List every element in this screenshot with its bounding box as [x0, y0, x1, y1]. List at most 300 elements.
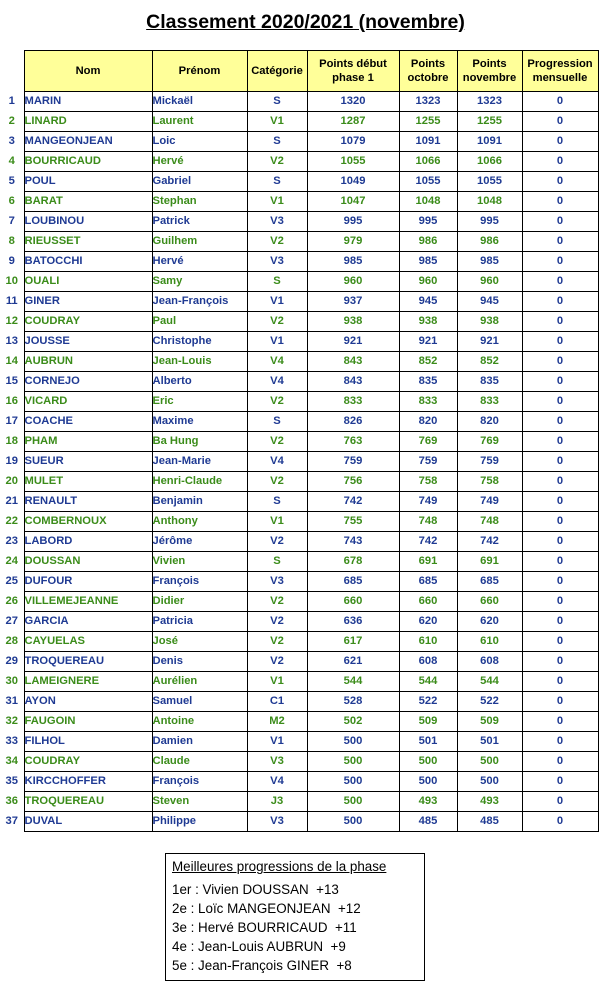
table-row — [0, 432, 598, 452]
categorie-cell: V4 — [247, 372, 307, 392]
table-row — [0, 452, 598, 472]
points-debut-cell: 502 — [307, 712, 399, 732]
rank-cell: 31 — [5, 695, 18, 707]
points-novembre-cell: 835 — [457, 372, 522, 392]
points-novembre-cell: 985 — [457, 252, 522, 272]
progression-cell: 0 — [522, 432, 598, 452]
rank-cell: 32 — [5, 715, 18, 727]
table-row — [0, 792, 598, 812]
progression-cell: 0 — [522, 112, 598, 132]
points-debut-cell: 985 — [307, 252, 399, 272]
points-octobre-cell: 485 — [399, 812, 457, 832]
nom-cell: LINARD — [24, 112, 152, 132]
categorie-cell: S — [247, 172, 307, 192]
progression-cell: 0 — [522, 592, 598, 612]
categorie-cell: V2 — [247, 612, 307, 632]
table-row — [0, 592, 598, 612]
table-row — [0, 232, 598, 252]
table-row — [0, 392, 598, 412]
points-debut-cell: 528 — [307, 692, 399, 712]
header-points-novembre: Points novembre — [457, 51, 522, 92]
progression-cell: 0 — [522, 152, 598, 172]
progression-cell: 0 — [522, 792, 598, 812]
best-progressions-box — [165, 853, 425, 981]
points-octobre-cell: 610 — [399, 632, 457, 652]
table-row — [0, 152, 598, 172]
table-header-row — [0, 51, 598, 92]
progression-cell: 0 — [522, 512, 598, 532]
points-octobre-cell: 921 — [399, 332, 457, 352]
points-debut-cell: 636 — [307, 612, 399, 632]
points-octobre-cell: 758 — [399, 472, 457, 492]
categorie-cell: V3 — [247, 572, 307, 592]
points-novembre-cell: 1091 — [457, 132, 522, 152]
rank-cell: 13 — [5, 335, 18, 347]
nom-cell: DUVAL — [24, 812, 152, 832]
points-debut-cell: 759 — [307, 452, 399, 472]
categorie-cell: V3 — [247, 212, 307, 232]
table-row — [0, 812, 598, 832]
categorie-cell: V2 — [247, 232, 307, 252]
rank-cell: 4 — [8, 155, 15, 167]
points-novembre-cell: 608 — [457, 652, 522, 672]
points-novembre-cell: 758 — [457, 472, 522, 492]
points-debut-cell: 500 — [307, 792, 399, 812]
points-debut-cell: 843 — [307, 372, 399, 392]
rank-cell: 27 — [5, 615, 18, 627]
points-novembre-cell: 1323 — [457, 92, 522, 112]
categorie-cell: V2 — [247, 152, 307, 172]
table-row — [0, 772, 598, 792]
rank-cell: 10 — [5, 275, 18, 287]
header-points-debut: Points début phase 1 — [307, 51, 399, 92]
nom-cell: BOURRICAUD — [24, 152, 152, 172]
progression-cell: 0 — [522, 552, 598, 572]
points-novembre-cell: 493 — [457, 792, 522, 812]
nom-cell: COMBERNOUX — [24, 512, 152, 532]
progression-cell: 0 — [522, 812, 598, 832]
prenom-cell: Philippe — [152, 812, 247, 832]
prenom-cell: Maxime — [152, 412, 247, 432]
best-progressions-title: Meilleures progressions de la phase — [172, 859, 387, 874]
table-row — [0, 352, 598, 372]
prenom-cell: Claude — [152, 752, 247, 772]
prenom-cell: Aurélien — [152, 672, 247, 692]
points-debut-cell: 1055 — [307, 152, 399, 172]
rank-cell: 17 — [5, 415, 18, 427]
points-novembre-cell: 945 — [457, 292, 522, 312]
points-debut-cell: 660 — [307, 592, 399, 612]
prenom-cell: José — [152, 632, 247, 652]
nom-cell: TROQUEREAU — [24, 652, 152, 672]
prenom-cell: Ba Hung — [152, 432, 247, 452]
points-novembre-cell: 544 — [457, 672, 522, 692]
points-octobre-cell: 544 — [399, 672, 457, 692]
points-debut-cell: 1287 — [307, 112, 399, 132]
prenom-cell: Hervé — [152, 252, 247, 272]
prenom-cell: Denis — [152, 652, 247, 672]
points-novembre-cell: 921 — [457, 332, 522, 352]
points-octobre-cell: 742 — [399, 532, 457, 552]
points-octobre-cell: 986 — [399, 232, 457, 252]
points-octobre-cell: 985 — [399, 252, 457, 272]
categorie-cell: V1 — [247, 732, 307, 752]
prenom-cell: Patricia — [152, 612, 247, 632]
points-novembre-cell: 960 — [457, 272, 522, 292]
categorie-cell: S — [247, 492, 307, 512]
points-debut-cell: 826 — [307, 412, 399, 432]
points-octobre-cell: 960 — [399, 272, 457, 292]
points-octobre-cell: 945 — [399, 292, 457, 312]
nom-cell: LAMEIGNERE — [24, 672, 152, 692]
rank-cell: 11 — [5, 295, 18, 307]
nom-cell: POUL — [24, 172, 152, 192]
points-octobre-cell: 835 — [399, 372, 457, 392]
nom-cell: CAYUELAS — [24, 632, 152, 652]
page-title: Classement 2020/2021 (novembre) — [146, 11, 465, 33]
table-row — [0, 612, 598, 632]
rank-cell: 30 — [5, 675, 18, 687]
best-line-3: 3e : Hervé BOURRICAUD +11 — [172, 920, 357, 935]
categorie-cell: V2 — [247, 432, 307, 452]
rank-cell: 21 — [5, 495, 18, 507]
rank-cell: 23 — [5, 535, 18, 547]
rank-cell: 26 — [5, 595, 18, 607]
rank-cell: 22 — [5, 515, 18, 527]
ranking-table — [0, 50, 599, 832]
nom-cell: GINER — [24, 292, 152, 312]
points-octobre-cell: 759 — [399, 452, 457, 472]
table-row — [0, 92, 598, 112]
rank-cell: 20 — [5, 475, 18, 487]
points-octobre-cell: 1048 — [399, 192, 457, 212]
prenom-cell: François — [152, 572, 247, 592]
categorie-cell: S — [247, 272, 307, 292]
nom-cell: BARAT — [24, 192, 152, 212]
progression-cell: 0 — [522, 372, 598, 392]
points-debut-cell: 843 — [307, 352, 399, 372]
points-debut-cell: 1049 — [307, 172, 399, 192]
table-row — [0, 172, 598, 192]
points-novembre-cell: 522 — [457, 692, 522, 712]
points-debut-cell: 617 — [307, 632, 399, 652]
nom-cell: RENAULT — [24, 492, 152, 512]
progression-cell: 0 — [522, 692, 598, 712]
table-row — [0, 732, 598, 752]
nom-cell: MANGEONJEAN — [24, 132, 152, 152]
nom-cell: FAUGOIN — [24, 712, 152, 732]
points-octobre-cell: 500 — [399, 772, 457, 792]
table-row — [0, 552, 598, 572]
header-categorie: Catégorie — [247, 51, 307, 92]
points-octobre-cell: 749 — [399, 492, 457, 512]
categorie-cell: S — [247, 412, 307, 432]
points-novembre-cell: 748 — [457, 512, 522, 532]
points-octobre-cell: 833 — [399, 392, 457, 412]
nom-cell: LOUBINOU — [24, 212, 152, 232]
points-debut-cell: 678 — [307, 552, 399, 572]
points-octobre-cell: 938 — [399, 312, 457, 332]
prenom-cell: Samy — [152, 272, 247, 292]
nom-cell: OUALI — [24, 272, 152, 292]
points-novembre-cell: 769 — [457, 432, 522, 452]
progression-cell: 0 — [522, 272, 598, 292]
categorie-cell: S — [247, 132, 307, 152]
table-row — [0, 252, 598, 272]
prenom-cell: Antoine — [152, 712, 247, 732]
table-row — [0, 532, 598, 552]
prenom-cell: Eric — [152, 392, 247, 412]
rank-cell: 37 — [5, 815, 18, 827]
points-novembre-cell: 485 — [457, 812, 522, 832]
points-novembre-cell: 1055 — [457, 172, 522, 192]
progression-cell: 0 — [522, 772, 598, 792]
table-row — [0, 412, 598, 432]
points-octobre-cell: 509 — [399, 712, 457, 732]
points-novembre-cell: 820 — [457, 412, 522, 432]
categorie-cell: V1 — [247, 512, 307, 532]
table-row — [0, 712, 598, 732]
points-debut-cell: 763 — [307, 432, 399, 452]
nom-cell: DUFOUR — [24, 572, 152, 592]
progression-cell: 0 — [522, 732, 598, 752]
prenom-cell: Laurent — [152, 112, 247, 132]
points-debut-cell: 937 — [307, 292, 399, 312]
prenom-cell: Damien — [152, 732, 247, 752]
points-debut-cell: 544 — [307, 672, 399, 692]
rank-cell: 18 — [5, 435, 18, 447]
rank-cell: 33 — [5, 735, 18, 747]
progression-cell: 0 — [522, 212, 598, 232]
categorie-cell: S — [247, 92, 307, 112]
categorie-cell: V2 — [247, 652, 307, 672]
points-octobre-cell: 1091 — [399, 132, 457, 152]
points-novembre-cell: 1066 — [457, 152, 522, 172]
categorie-cell: V4 — [247, 772, 307, 792]
table-row — [0, 512, 598, 532]
nom-cell: SUEUR — [24, 452, 152, 472]
points-debut-cell: 995 — [307, 212, 399, 232]
points-novembre-cell: 501 — [457, 732, 522, 752]
points-octobre-cell: 500 — [399, 752, 457, 772]
points-debut-cell: 743 — [307, 532, 399, 552]
rank-cell: 5 — [8, 175, 15, 187]
table-row — [0, 652, 598, 672]
points-novembre-cell: 620 — [457, 612, 522, 632]
progression-cell: 0 — [522, 672, 598, 692]
table-row — [0, 492, 598, 512]
table-row — [0, 132, 598, 152]
points-octobre-cell: 620 — [399, 612, 457, 632]
categorie-cell: S — [247, 552, 307, 572]
prenom-cell: Didier — [152, 592, 247, 612]
categorie-cell: V1 — [247, 672, 307, 692]
categorie-cell: V3 — [247, 252, 307, 272]
prenom-cell: Anthony — [152, 512, 247, 532]
header-points-octobre: Points octobre — [399, 51, 457, 92]
prenom-cell: Steven — [152, 792, 247, 812]
table-row — [0, 472, 598, 492]
rank-cell: 3 — [8, 135, 15, 147]
points-novembre-cell: 509 — [457, 712, 522, 732]
progression-cell: 0 — [522, 392, 598, 412]
categorie-cell: V3 — [247, 752, 307, 772]
points-debut-cell: 960 — [307, 272, 399, 292]
best-line-2: 2e : Loïc MANGEONJEAN +12 — [172, 901, 361, 916]
nom-cell: GARCIA — [24, 612, 152, 632]
prenom-cell: Hervé — [152, 152, 247, 172]
progression-cell: 0 — [522, 752, 598, 772]
rank-cell: 19 — [5, 455, 18, 467]
points-octobre-cell: 660 — [399, 592, 457, 612]
progression-cell: 0 — [522, 492, 598, 512]
categorie-cell: C1 — [247, 692, 307, 712]
prenom-cell: Jean-François — [152, 292, 247, 312]
points-novembre-cell: 610 — [457, 632, 522, 652]
points-novembre-cell: 852 — [457, 352, 522, 372]
points-novembre-cell: 986 — [457, 232, 522, 252]
rank-cell: 9 — [8, 255, 15, 267]
prenom-cell: Samuel — [152, 692, 247, 712]
points-novembre-cell: 749 — [457, 492, 522, 512]
prenom-cell: Jean-Marie — [152, 452, 247, 472]
progression-cell: 0 — [522, 572, 598, 592]
points-debut-cell: 500 — [307, 812, 399, 832]
points-octobre-cell: 608 — [399, 652, 457, 672]
points-novembre-cell: 500 — [457, 772, 522, 792]
best-line-4: 4e : Jean-Louis AUBRUN +9 — [172, 939, 346, 954]
nom-cell: VILLEMEJEANNE — [24, 592, 152, 612]
prenom-cell: Guilhem — [152, 232, 247, 252]
rank-cell: 29 — [5, 655, 18, 667]
points-octobre-cell: 1323 — [399, 92, 457, 112]
points-novembre-cell: 691 — [457, 552, 522, 572]
nom-cell: COUDRAY — [24, 312, 152, 332]
categorie-cell: V4 — [247, 352, 307, 372]
nom-cell: FILHOL — [24, 732, 152, 752]
points-novembre-cell: 742 — [457, 532, 522, 552]
rank-cell: 14 — [5, 355, 18, 367]
header-progression: Progression mensuelle — [522, 51, 598, 92]
table-row — [0, 692, 598, 712]
progression-cell: 0 — [522, 312, 598, 332]
nom-cell: COACHE — [24, 412, 152, 432]
progression-cell: 0 — [522, 132, 598, 152]
prenom-cell: Loic — [152, 132, 247, 152]
categorie-cell: V1 — [247, 332, 307, 352]
points-novembre-cell: 759 — [457, 452, 522, 472]
nom-cell: MULET — [24, 472, 152, 492]
rank-cell: 15 — [5, 375, 18, 387]
points-octobre-cell: 522 — [399, 692, 457, 712]
progression-cell: 0 — [522, 532, 598, 552]
rank-header — [0, 51, 24, 92]
progression-cell: 0 — [522, 632, 598, 652]
table-row — [0, 112, 598, 132]
table-row — [0, 672, 598, 692]
nom-cell: CORNEJO — [24, 372, 152, 392]
prenom-cell: Jérôme — [152, 532, 247, 552]
progression-cell: 0 — [522, 332, 598, 352]
progression-cell: 0 — [522, 352, 598, 372]
best-line-1: 1er : Vivien DOUSSAN +13 — [172, 882, 339, 897]
points-novembre-cell: 833 — [457, 392, 522, 412]
points-octobre-cell: 995 — [399, 212, 457, 232]
rank-cell: 25 — [5, 575, 18, 587]
prenom-cell: Christophe — [152, 332, 247, 352]
points-octobre-cell: 820 — [399, 412, 457, 432]
points-debut-cell: 742 — [307, 492, 399, 512]
prenom-cell: Jean-Louis — [152, 352, 247, 372]
prenom-cell: Mickaël — [152, 92, 247, 112]
categorie-cell: V1 — [247, 292, 307, 312]
rank-cell: 28 — [5, 635, 18, 647]
points-debut-cell: 621 — [307, 652, 399, 672]
progression-cell: 0 — [522, 652, 598, 672]
rank-cell: 7 — [8, 215, 15, 227]
table-row — [0, 272, 598, 292]
categorie-cell: M2 — [247, 712, 307, 732]
table-row — [0, 312, 598, 332]
points-debut-cell: 500 — [307, 752, 399, 772]
prenom-cell: Henri-Claude — [152, 472, 247, 492]
prenom-cell: Stephan — [152, 192, 247, 212]
nom-cell: BATOCCHI — [24, 252, 152, 272]
rank-cell: 6 — [8, 195, 15, 207]
categorie-cell: V1 — [247, 112, 307, 132]
points-novembre-cell: 685 — [457, 572, 522, 592]
points-debut-cell: 938 — [307, 312, 399, 332]
rank-cell: 1 — [8, 95, 15, 107]
prenom-cell: Alberto — [152, 372, 247, 392]
points-novembre-cell: 1048 — [457, 192, 522, 212]
progression-cell: 0 — [522, 612, 598, 632]
nom-cell: VICARD — [24, 392, 152, 412]
prenom-cell: Benjamin — [152, 492, 247, 512]
rank-cell: 8 — [8, 235, 15, 247]
points-novembre-cell: 938 — [457, 312, 522, 332]
points-debut-cell: 500 — [307, 732, 399, 752]
categorie-cell: V2 — [247, 632, 307, 652]
table-row — [0, 572, 598, 592]
nom-cell: KIRCCHOFFER — [24, 772, 152, 792]
table-row — [0, 372, 598, 392]
categorie-cell: V2 — [247, 312, 307, 332]
points-debut-cell: 500 — [307, 772, 399, 792]
prenom-cell: Paul — [152, 312, 247, 332]
prenom-cell: François — [152, 772, 247, 792]
points-octobre-cell: 852 — [399, 352, 457, 372]
rank-cell: 34 — [5, 755, 18, 767]
points-octobre-cell: 1066 — [399, 152, 457, 172]
progression-cell: 0 — [522, 172, 598, 192]
nom-cell: LABORD — [24, 532, 152, 552]
prenom-cell: Vivien — [152, 552, 247, 572]
points-debut-cell: 685 — [307, 572, 399, 592]
header-prenom: Prénom — [152, 51, 247, 92]
prenom-cell: Patrick — [152, 212, 247, 232]
progression-cell: 0 — [522, 472, 598, 492]
points-debut-cell: 1320 — [307, 92, 399, 112]
progression-cell: 0 — [522, 452, 598, 472]
rank-cell: 35 — [5, 775, 18, 787]
categorie-cell: V4 — [247, 452, 307, 472]
rank-cell: 2 — [8, 115, 15, 127]
nom-cell: COUDRAY — [24, 752, 152, 772]
table-row — [0, 752, 598, 772]
nom-cell: AYON — [24, 692, 152, 712]
points-novembre-cell: 1255 — [457, 112, 522, 132]
